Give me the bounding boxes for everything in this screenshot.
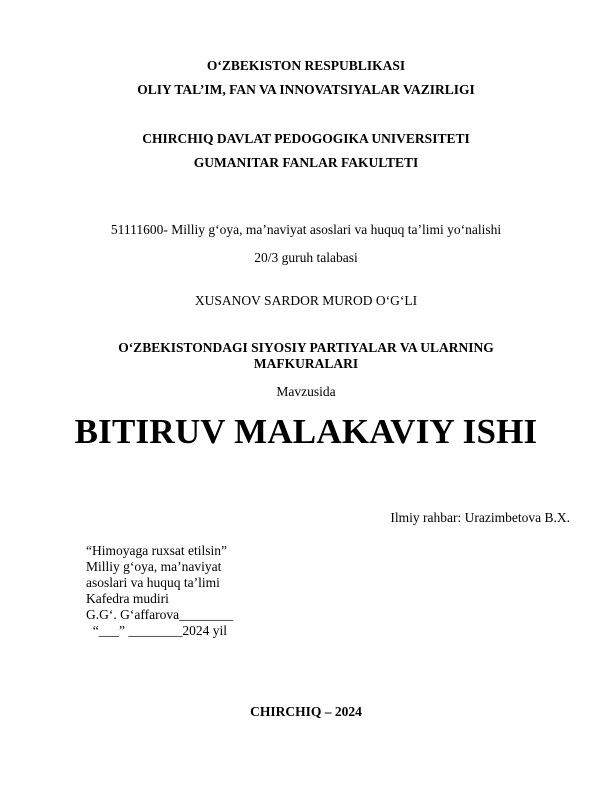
university-name: CHIRCHIQ DAVLAT PEDOGOGIKA UNIVERSITETI — [142, 131, 470, 146]
approval-line-1: “Himoyaga ruxsat etilsin” — [86, 543, 227, 558]
approval-date: “___” ________2024 yil — [86, 623, 227, 638]
approval-line-3: asoslari va huquq ta’limi — [86, 575, 220, 590]
approval-line-4: Kafedra mudiri — [86, 591, 169, 606]
student-name: XUSANOV SARDOR MUROD O‘G‘LI — [194, 293, 418, 308]
approval-line-2: Milliy g‘oya, ma’naviyat — [86, 559, 222, 574]
work-type-title: BITIRUV MALAKAVIY ISHI — [74, 412, 538, 451]
supervisor: Ilmiy rahbar: Urazimbetova B.X. — [390, 510, 570, 525]
topic-line-2: MAFKURALARI — [253, 356, 359, 371]
footer-city-year: CHIRCHIQ – 2024 — [250, 704, 362, 719]
topic-suffix: Mavzusida — [276, 384, 336, 399]
topic-line-1: O‘ZBEKISTONDAGI SIYOSIY PARTIYALAR VA ULARNING — [118, 340, 494, 355]
faculty-name: GUMANITAR FANLAR FAKULTETI — [193, 155, 419, 170]
ministry-country: O‘ZBEKISTON RESPUBLIKASI — [206, 58, 406, 73]
approval-line-5: G.G‘. G‘affarova________ — [86, 607, 234, 622]
approval-block — [86, 543, 233, 639]
student-group: 20/3 guruh talabasi — [254, 250, 358, 265]
study-direction: 51111600- Milliy g‘oya, ma’naviyat asoslari va huquq ta’limi yo‘nalishi — [110, 222, 502, 237]
ministry-name: OLIY TAL’IM, FAN VA INNOVATSIYALAR VAZIRLIGI — [137, 82, 475, 97]
